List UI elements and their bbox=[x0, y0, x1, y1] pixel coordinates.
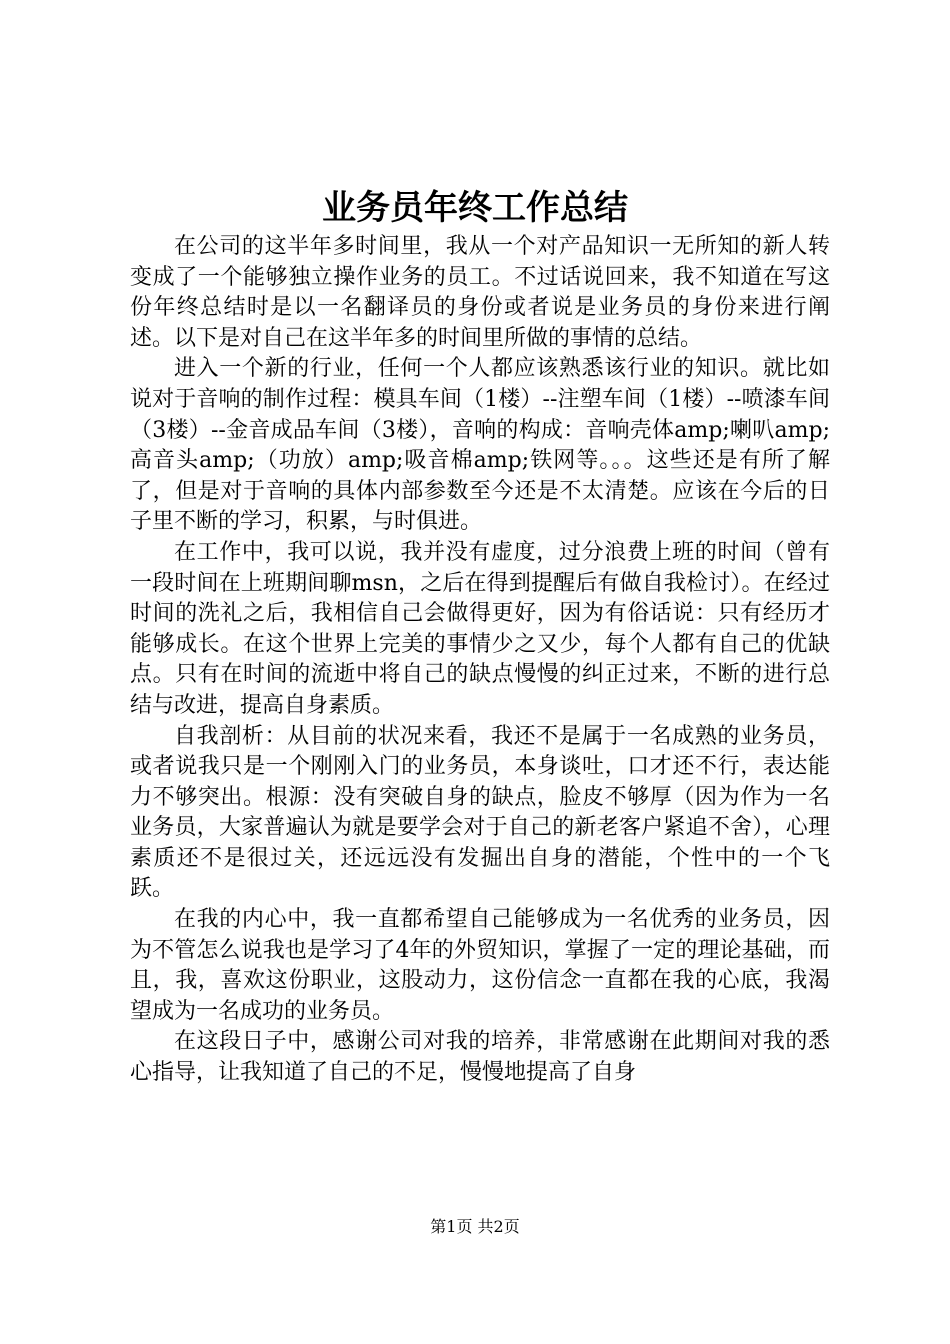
paragraph: 在公司的这半年多时间里，我从一个对产品知识一无所知的新人转变成了一个能够独立操作业务的员工。不过话说回来，我不知道在写这份年终总结时是以一名翻译员的身份或者说是业务员的身份来进行阐述。以下是对自己在这半年多的时间里所做的事情的总结。 bbox=[130, 234, 830, 351]
paragraph: 在工作中，我可以说，我并没有虚度，过分浪费上班的时间（曾有一段时间在上班期间聊msn，之后在得到提醒后有做自我检讨）。在经过时间的洗礼之后，我相信自己会做得更好，因为有俗话说：只有经历才能够成长。在这个世界上完美的事情少之又少，每个人都有自己的优缺点。只有在时间的流逝中将自己的缺点慢慢的纠正过来，不断的进行总结与改进，提高自身素质。 bbox=[130, 539, 830, 718]
paragraph: 进入一个新的行业，任何一个人都应该熟悉该行业的知识。就比如说对于音响的制作过程：模具车间（1楼）--注塑车间（1楼）--喷漆车间（3楼）--金音成品车间（3楼），音响的构成：音响壳体amp;喇叭amp;高音头amp;（功放）amp;吸音棉amp;铁网等。。。这些还是有所了解了，但是对于音响的具体内部参数至今还是不太清楚。应该在今后的日子里不断的学习，积累，与时俱进。 bbox=[130, 356, 830, 535]
document-title: 业务员年终工作总结 bbox=[322, 188, 628, 228]
document-body bbox=[130, 232, 830, 1089]
paragraph: 在我的内心中，我一直都希望自己能够成为一名优秀的业务员，因为不管怎么说我也是学习了4年的外贸知识，掌握了一定的理论基础，而且，我，喜欢这份职业，这股动力，这份信念一直都在我的心底，我渴望成为一名成功的业务员。 bbox=[130, 907, 830, 1024]
page-number-footer: 第1页 共2页 bbox=[430, 1217, 520, 1236]
paragraph: 自我剖析：从目前的状况来看，我还不是属于一名成熟的业务员，或者说我只是一个刚刚入门的业务员，本身谈吐，口才还不行，表达能力不够突出。根源：没有突破自身的缺点，脸皮不够厚（因为作为一名业务员，大家普遍认为就是要学会对于自己的新老客户紧追不舍），心理素质还不是很过关，还远远没有发掘出自身的潜能，个性中的一个飞跃。 bbox=[130, 723, 830, 902]
paragraph: 在这段日子中，感谢公司对我的培养，非常感谢在此期间对我的悉心指导，让我知道了自己的不足，慢慢地提高了自身 bbox=[130, 1029, 830, 1086]
